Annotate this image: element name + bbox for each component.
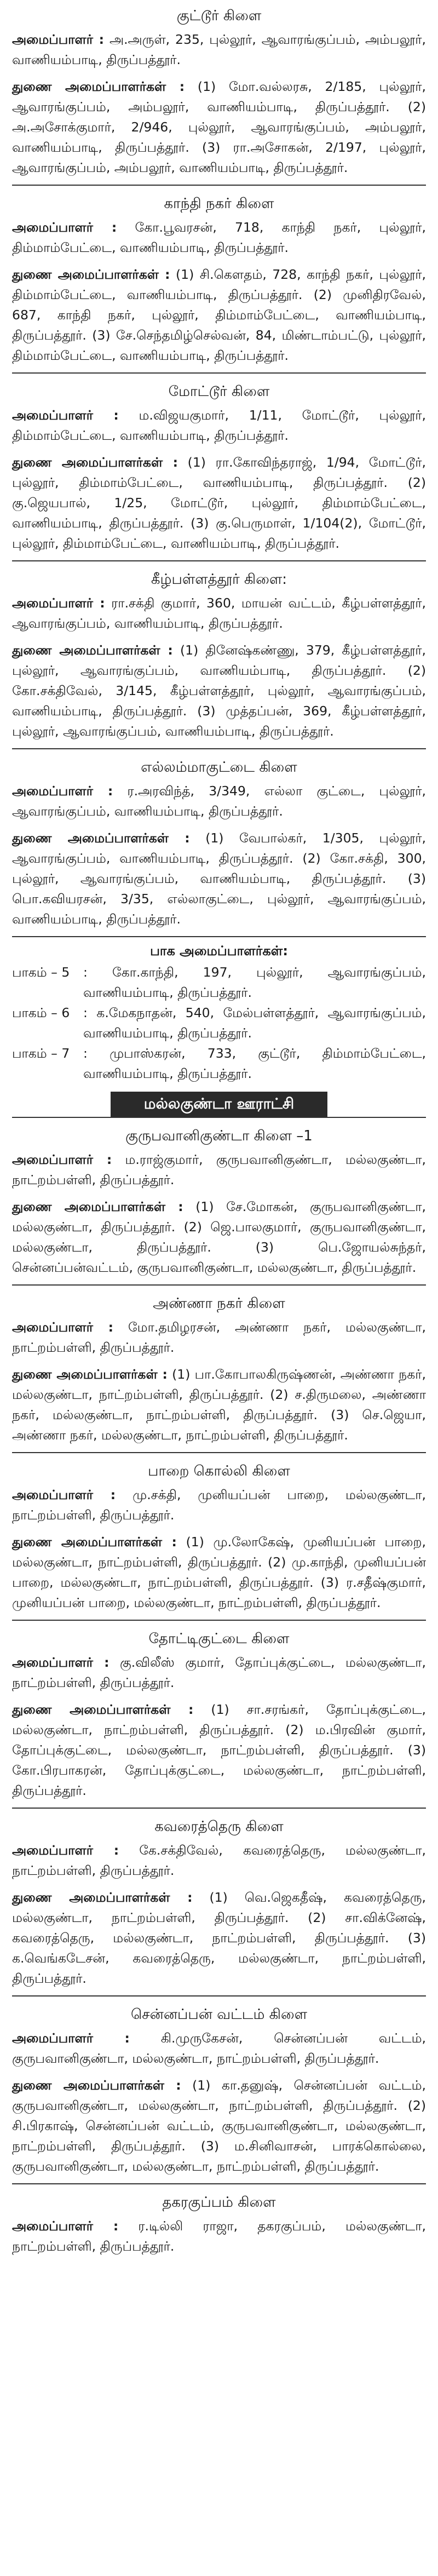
- deputy-label: துணை அமைப்பாளர்கள் :: [12, 79, 185, 94]
- deputy-text: (1) சா.சரங்கர், தோப்புக்குட்டை, மல்லகுண்டா, நாட்றம்பள்ளி, திருப்பத்தூர். (2) ம.பிரவின் குமார், தோப்புக்குட்டை, மல்லகுண்டா, நாட்றம்பள்ளி, திருப்பத்தூர். (3) கோ.பிரபாகரன், தோப்புக்குட்டை, மல்லகுண்டா, நாட்றம்பள்ளி, திருப்பத்தூர்.: [12, 1702, 426, 1798]
- secretary-label: அமைப்பாளர் :: [12, 32, 105, 47]
- deputy-label: துணை அமைப்பாளர்கள் :: [12, 1534, 177, 1550]
- secretary-entry: [12, 1317, 426, 1358]
- branch-title: தோட்டிகுட்டை கிளை: [12, 1620, 426, 1653]
- branch-block: [12, 1452, 426, 1613]
- branch-block: [12, 1995, 426, 2177]
- branch-block: [12, 2183, 426, 2257]
- deputy-text: (1) தினேஷ்கண்ணு, 379, கீழ்பள்ளத்தூர், புல்லூர், ஆவாரங்குப்பம், வாணியம்பாடி, திருப்பத்தூர். (2) கோ.சக்திவேல், 3/145, கீழ்பள்ளத்தூர், புல்லூர், ஆவாரங்குப்பம், வாணியம்பாடி, திருப்பத்தூர். (3) முத்தப்பன், 369, கீழ்பள்ளத்தூர், புல்லூர், ஆவாரங்குப்பம், வாணியம்பாடி, திருப்பத்தூர்.: [12, 642, 426, 739]
- secretary-entry: [12, 1653, 426, 1693]
- ward-row: [12, 1003, 426, 1043]
- deputy-text: (1) ரா.கோவிந்தராஜ், 1/94, மோட்டூர், புல்லூர், திம்மாம்பேட்டை, வாணியம்பாடி, திருப்பத்தூர். (2) கு.ஜெயபால், 1/25, மோட்டூர், புல்லூர், திம்மாம்பேட்டை, வாணியம்பாடி, திருப்பத்தூர். (3) கு.பெருமாள், 1/104(2), மோட்டூர், புல்லூர், திம்மாம்பேட்டை, வாணியம்பாடி, திருப்பத்தூர்.: [12, 455, 426, 551]
- branch-title: சென்னப்பன் வட்டம் கிளை: [12, 1995, 426, 2028]
- secretary-text: கி.முருகேசன், சென்னப்பன் வட்டம், குருபவானிகுண்டா, மல்லகுண்டா, நாட்றம்பள்ளி, திருப்பத்தூர்.: [12, 2030, 426, 2066]
- secretary-text: கு.விலீஸ் குமார், தோப்புக்குட்டை, மல்லகுண்டா, நாட்றம்பள்ளி, திருப்பத்தூர்.: [12, 1655, 426, 1690]
- deputy-entry: [12, 1197, 426, 1278]
- ward-label: பாகம் – 6: [12, 1005, 70, 1020]
- secretary-entry: [12, 405, 426, 446]
- secretary-text: அ.அருள், 235, புல்லூர், ஆவாரங்குப்பம், அம்பலூர், வாணியம்பாடி, திருப்பத்தூர்.: [12, 32, 426, 67]
- ward-list: [12, 962, 426, 1084]
- secretary-entry: [12, 1150, 426, 1190]
- ward-label: பாகம் – 5: [12, 965, 70, 980]
- secretary-entry: [12, 1485, 426, 1525]
- deputy-text: (1) கா.தனுஷ், சென்னப்பன் வட்டம், குருபவானிகுண்டா, மல்லகுண்டா, நாட்றம்பள்ளி, திருப்பத்தூர். (2) சி.பிரகாஷ், சென்னப்பன் வட்டம், குருபவானிகுண்டா, மல்லகுண்டா, நாட்றம்பள்ளி, திருப்பத்தூர். (3) ம.சினிவாசன், பாரக்கொல்லை, குருபவானிகுண்டா, மல்லகுண்டா, நாட்றம்பள்ளி, திருப்பத்தூர்.: [12, 2078, 426, 2174]
- deputy-label: துணை அமைப்பாளர்கள் :: [12, 1890, 193, 1905]
- secretary-entry: [12, 1840, 426, 1881]
- branch-title: கவரைத்தெரு கிளை: [12, 1808, 426, 1840]
- ward-row: [12, 1043, 426, 1084]
- panchayat-banner: மல்லகுண்டா ஊராட்சி: [111, 1092, 327, 1117]
- deputy-label: துணை அமைப்பாளர்கள் :: [12, 1367, 168, 1382]
- ward-heading: பாக அமைப்பாளர்கள்:: [12, 936, 426, 962]
- branch-block: [12, 560, 426, 742]
- secretary-label: அமைப்பாளர் :: [12, 2030, 130, 2046]
- deputy-entry: [12, 640, 426, 742]
- deputy-label: துணை அமைப்பாளர்கள் :: [12, 1702, 194, 1717]
- branch-title: கீழ்பள்ளத்தூர் கிளை:: [12, 560, 426, 593]
- deputy-text: (1) சே.மோகன், குருபவானிகுண்டா, மல்லகுண்டா, திருப்பத்தூர். (2) ஜெ.பாலகுமார், குருபவானிகுண்டா, மல்லகுண்டா, திருப்பத்தூர். (3) பெ.ஜோயல்சுந்தர், சென்னப்பன்வட்டம், குருபவானிகுண்டா, மல்லகுண்டா, திருப்பத்தூர்.: [12, 1199, 426, 1275]
- deputy-entry: [12, 1364, 426, 1445]
- secretary-label: அமைப்பாளர் :: [12, 1319, 114, 1335]
- deputy-text: (1) மு.லோகேஷ், முனியப்பன் பாறை, மல்லகுண்டா, நாட்றம்பள்ளி, திருப்பத்தூர். (2) மு.காந்தி, முனியப்பன் பாறை, மல்லகுண்டா, நாட்றம்பள்ளி, திருப்பத்தூர். (3) ர.சதீஷ்குமார், முனியப்பன் பாறை, மல்லகுண்டா, நாட்றம்பள்ளி, திருப்பத்தூர்.: [12, 1534, 426, 1610]
- secretary-label: அமைப்பாளர் :: [12, 220, 117, 235]
- secretary-text: ரா.சக்தி குமார், 360, மாயன் வட்டம், கீழ்பள்ளத்தூர், ஆவாரங்குப்பம், வாணியம்பாடி, திருப்பத்தூர்.: [12, 595, 426, 631]
- deputy-label: துணை அமைப்பாளர்கள் :: [12, 642, 173, 658]
- secretary-entry: [12, 217, 426, 258]
- deputy-entry: [12, 265, 426, 366]
- branch-title: குட்டூர் கிளை: [176, 8, 262, 24]
- secretary-text: ம.ராஜ்குமார், குருபவானிகுண்டா, மல்லகுண்டா, நாட்றம்பள்ளி, திருப்பத்தூர்.: [12, 1152, 426, 1187]
- secretary-text: மு.சக்தி, முனியப்பன் பாறை, மல்லகுண்டா, நாட்றம்பள்ளி, திருப்பத்தூர்.: [12, 1487, 426, 1523]
- branch-block: [12, 748, 426, 930]
- branch-block: [12, 372, 426, 554]
- deputy-text: (1) மோ.வல்லரசு, 2/185, புல்லூர், ஆவாரங்குப்பம், அம்பலூர், வாணியம்பாடி, திருப்பத்தூர். (2) அ.அசோக்குமார், 2/946, புல்லூர், ஆவாரங்குப்பம், அம்பலூர், வாணியம்பாடி, திருப்பத்தூர். (3) ரா.அசோகன், 2/197, புல்லூர், ஆவாரங்குப்பம், அம்பலூர், வாணியம்பாடி, திருப்பத்தூர்.: [12, 79, 426, 175]
- deputy-text: (1) வேபால்கர், 1/305, புல்லூர், ஆவாரங்குப்பம், வாணியம்பாடி, திருப்பத்தூர். (2) கோ.சக்தி, 300, புல்லூர், ஆவாரங்குப்பம், வாணியம்பாடி, திருப்பத்தூர். (3) பொ.கவியரசன், 3/35, எல்லாகுட்டை, புல்லூர், ஆவாரங்குப்பம், வாணியம்பாடி, திருப்பத்தூர்.: [12, 830, 426, 927]
- secretary-entry: [12, 2216, 426, 2257]
- branch-title: குருபவானிகுண்டா கிளை –1: [12, 1117, 426, 1150]
- deputy-text: (1) பா.கோபாலகிருஷ்ணன், அண்ணா நகர், மல்லகுண்டா, நாட்றம்பள்ளி, திருப்பத்தூர். (2) ச.திருமலை, அண்ணா நகர், மல்லகுண்டா, நாட்றம்பள்ளி, திருப்பத்தூர். (3) செ.ஜெயா, அண்ணா நகர், மல்லகுண்டா, நாட்றம்பள்ளி, திருப்பத்தூர்.: [12, 1367, 426, 1443]
- branch-block: [12, 1620, 426, 1801]
- ward-label: பாகம் – 7: [12, 1046, 70, 1061]
- secretary-label: அமைப்பாளர் :: [12, 408, 119, 423]
- branch-block: [12, 1284, 426, 1445]
- branch-block: [12, 185, 426, 366]
- deputy-text: (1) வெ.ஜெகதீஷ், கவரைத்தெரு, மல்லகுண்டா, நாட்றம்பள்ளி, திருப்பத்தூர். (2) சா.விக்னேஷ், கவரைத்தெரு, மல்லகுண்டா, நாட்றம்பள்ளி, திருப்பத்தூர். (3) க.வெங்கடேசன், கவரைத்தெரு, மல்லகுண்டா, நாட்றம்பள்ளி, திருப்பத்தூர்.: [12, 1890, 426, 1986]
- secretary-entry: [12, 2028, 426, 2069]
- secretary-label: அமைப்பாளர் :: [12, 783, 113, 799]
- branch-block: [12, 0, 426, 178]
- ward-text: : கோ.காந்தி, 197, புல்லூர், ஆவாரங்குப்பம், வாணியம்பாடி, திருப்பத்தூர்.: [83, 965, 426, 1000]
- branch-block: [12, 1808, 426, 1989]
- branch-title: அண்ணா நகர் கிளை: [12, 1284, 426, 1317]
- ward-row: [12, 962, 426, 1003]
- deputy-entry: [12, 2075, 426, 2177]
- deputy-label: துணை அமைப்பாளர்கள் :: [12, 267, 170, 282]
- ward-block: [12, 936, 426, 1084]
- secretary-label: அமைப்பாளர் :: [12, 1487, 116, 1502]
- deputy-label: துணை அமைப்பாளர்கள் :: [12, 2078, 181, 2093]
- branch-title: காந்தி நகர் கிளை: [12, 185, 426, 217]
- secretary-entry: [12, 593, 426, 634]
- secretary-text: கே.சக்திவேல், கவரைத்தெரு, மல்லகுண்டா, நாட்றம்பள்ளி, திருப்பத்தூர்.: [12, 1843, 426, 1878]
- deputy-entry: [12, 77, 426, 178]
- branch-title: மோட்டூர் கிளை: [12, 372, 426, 405]
- secretary-label: அமைப்பாளர் :: [12, 2218, 119, 2234]
- deputy-entry: [12, 1700, 426, 1801]
- deputy-text: (1) சி.கௌதம், 728, காந்தி நகர், புல்லூர், திம்மாம்பேட்டை, வாணியம்பாடி, திருப்பத்தூர். (2) முனிதிரவேல், 687, காந்தி நகர், புல்லூர், திம்மாம்பேட்டை, வாணியம்பாடி, திருப்பத்தூர். (3) சே.செந்தமிழ்செல்வன், 84, மிண்டாம்பட்டு, புல்லூர், திம்மாம்பேட்டை, வாணியம்பாடி, திருப்பத்தூர்.: [12, 267, 426, 363]
- secretary-entry: [12, 781, 426, 822]
- branch-title: தகரகுப்பம் கிளை: [12, 2183, 426, 2216]
- deputy-entry: [12, 1532, 426, 1613]
- secretary-label: அமைப்பாளர் :: [12, 1655, 110, 1670]
- secretary-label: அமைப்பாளர் :: [12, 1843, 119, 1858]
- secretary-text: மோ.தமிழரசன், அண்ணா நகர், மல்லகுண்டா, நாட்றம்பள்ளி, திருப்பத்தூர்.: [12, 1319, 426, 1355]
- secretary-label: அமைப்பாளர் :: [12, 595, 105, 611]
- secretary-text: கோ.பூவரசன், 718, காந்தி நகர், புல்லூர், திம்மாம்பேட்டை, வாணியம்பாடி, திருப்பத்தூர்.: [12, 220, 426, 255]
- deputy-label: துணை அமைப்பாளர்கள் :: [12, 830, 190, 846]
- deputy-entry: [12, 828, 426, 930]
- secretary-text: ர.அரவிந்த், 3/349, எல்லா குட்டை, புல்லூர், ஆவாரங்குப்பம், வாணியம்பாடி, திருப்பத்தூர்.: [12, 783, 426, 819]
- secretary-label: அமைப்பாளர் :: [12, 1152, 112, 1167]
- ward-text: : க.மேகநாதன், 540, மேல்பள்ளத்தூர், ஆவாரங்குப்பம், வாணியம்பாடி, திருப்பத்தூர்.: [83, 1005, 426, 1041]
- deputy-label: துணை அமைப்பாளர்கள் :: [12, 455, 178, 470]
- deputy-entry: [12, 1887, 426, 1989]
- deputy-label: துணை அமைப்பாளர்கள் :: [12, 1199, 183, 1214]
- secretary-entry: [12, 30, 426, 70]
- branch-title: எல்லம்மாகுட்டை கிளை: [12, 748, 426, 781]
- deputy-entry: [12, 452, 426, 554]
- secretary-text: ர.டில்லி ராஜா, தகரகுப்பம், மல்லகுண்டா, நாட்றம்பள்ளி, திருப்பத்தூர்.: [12, 2218, 426, 2254]
- branch-block: [12, 1117, 426, 1278]
- branch-title: பாறை கொல்லி கிளை: [12, 1452, 426, 1485]
- secretary-text: ம.விஜயகுமார், 1/11, மோட்டூர், புல்லூர், திம்மாம்பேட்டை, வாணியம்பாடி, திருப்பத்தூர்.: [12, 408, 426, 443]
- ward-text: : முபாஸ்கரன், 733, குட்டூர், திம்மாம்பேட்டை, வாணியம்பாடி, திருப்பத்தூர்.: [83, 1046, 426, 1081]
